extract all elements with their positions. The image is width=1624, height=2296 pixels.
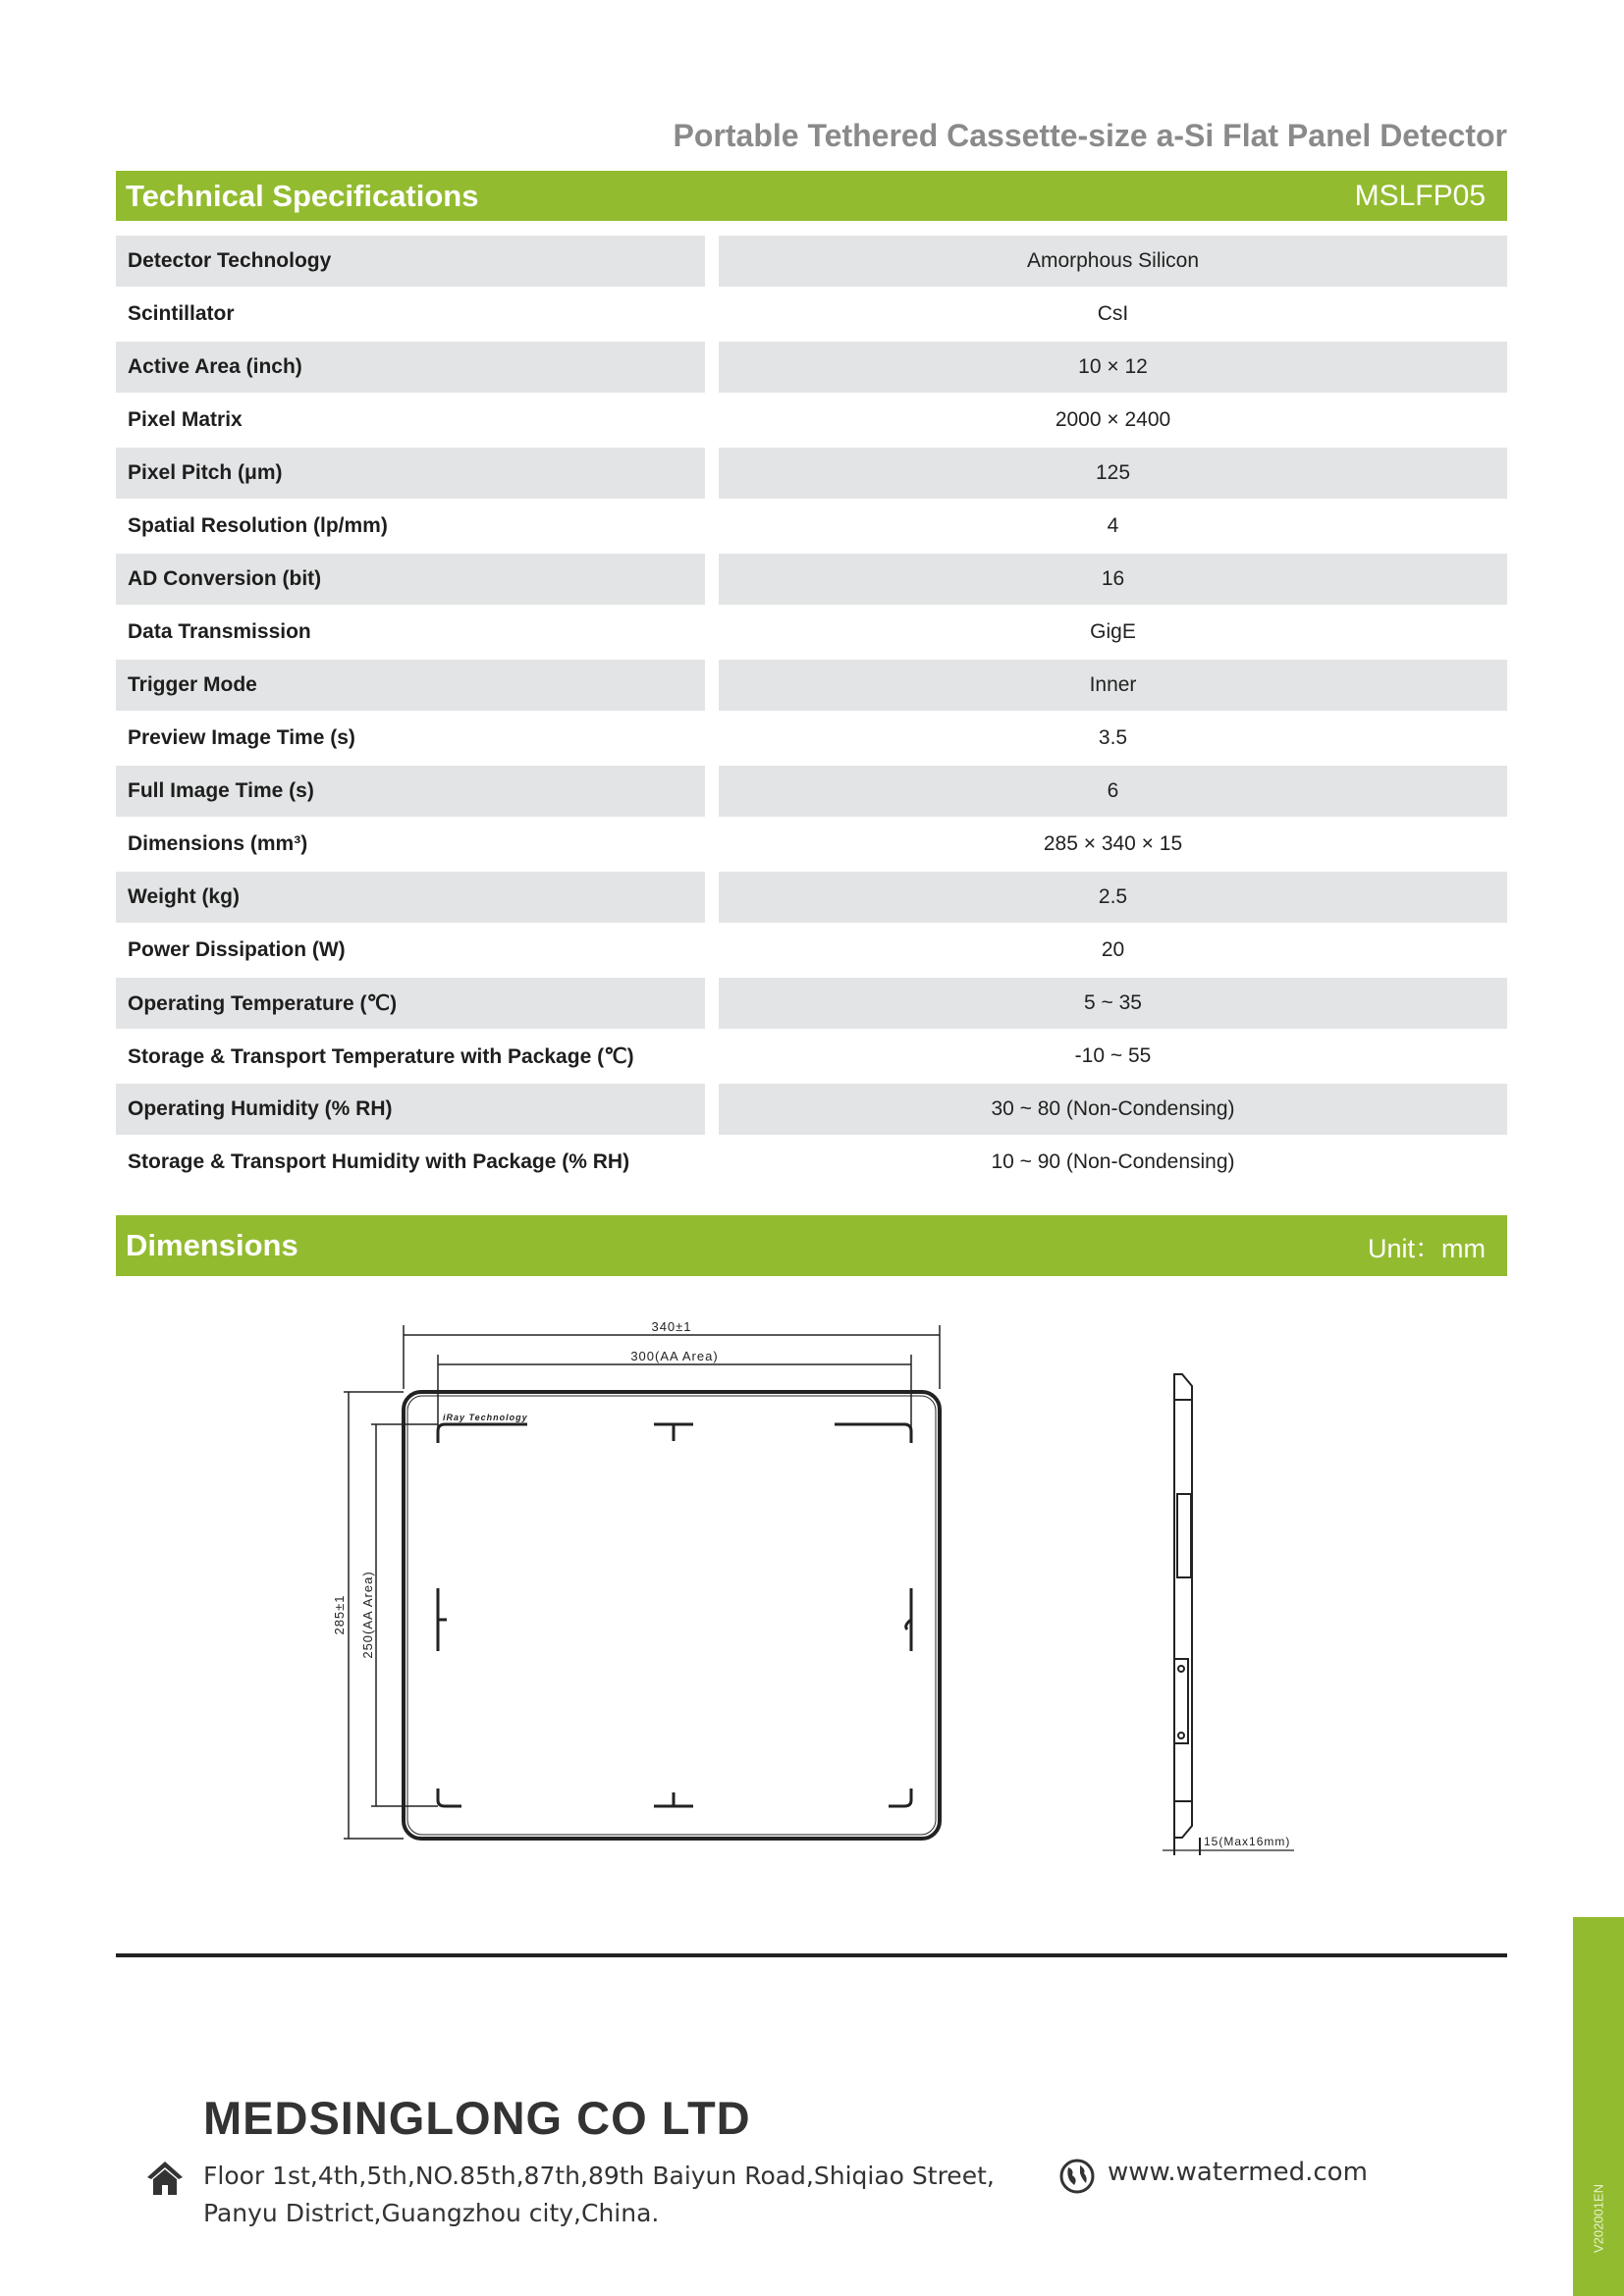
spec-label: Scintillator <box>128 302 235 325</box>
globe-icon <box>1058 2158 1096 2200</box>
spec-value: 30 ~ 80 (Non-Condensing) <box>719 1084 1507 1135</box>
address-line-1: Floor 1st,4th,5th,NO.85th,87th,89th Baiyun Road,Shiqiao Street, <box>203 2162 995 2190</box>
model-number: MSLFP05 <box>1354 179 1486 212</box>
spec-value: 10 ~ 90 (Non-Condensing) <box>991 1150 1235 1173</box>
spec-value: CsI <box>1097 302 1129 325</box>
spec-value: 3.5 <box>1098 726 1128 749</box>
width-total-label: 340±1 <box>651 1319 692 1334</box>
unit-label: Unit：mm <box>1368 1233 1486 1263</box>
spec-label: Trigger Mode <box>116 660 705 711</box>
spec-label: Active Area (inch) <box>116 342 705 393</box>
address-line-2: Panyu District,Guangzhou city,China. <box>203 2199 660 2227</box>
spec-value: 6 <box>719 766 1507 817</box>
spec-label: Operating Temperature (℃) <box>116 978 705 1029</box>
spec-label: Full Image Time (s) <box>116 766 705 817</box>
spec-value: 2.5 <box>719 872 1507 923</box>
spec-value: Amorphous Silicon <box>719 236 1507 287</box>
width-aa-label: 300(AA Area) <box>630 1349 719 1363</box>
spec-value: 20 <box>1101 938 1125 961</box>
iray-logo: iRay Technology <box>443 1413 528 1422</box>
spec-value: 4 <box>1107 514 1119 537</box>
height-aa-label: 250(AA Area) <box>360 1571 375 1659</box>
spec-label: Operating Humidity (% RH) <box>116 1084 705 1135</box>
spec-value: 10 × 12 <box>719 342 1507 393</box>
footer-divider <box>116 1953 1507 1957</box>
dimensions-section-title: Dimensions <box>126 1228 298 1262</box>
spec-label: Detector Technology <box>116 236 705 287</box>
spec-label: Dimensions (mm³) <box>128 832 308 855</box>
detector-side-view <box>1163 1374 1294 1855</box>
spec-value: 125 <box>719 448 1507 499</box>
company-name: MEDSINGLONG CO LTD <box>203 2092 751 2144</box>
spec-label: Storage & Transport Humidity with Package (% RH) <box>128 1150 630 1173</box>
spec-label: Storage & Transport Temperature with Package (℃) <box>128 1044 634 1068</box>
home-icon <box>145 2160 185 2200</box>
height-total-label: 285±1 <box>332 1594 347 1635</box>
spec-value: Inner <box>719 660 1507 711</box>
detector-front-outline <box>404 1392 940 1839</box>
spec-value: 16 <box>719 554 1507 605</box>
spec-label: Pixel Pitch (μm) <box>116 448 705 499</box>
spec-label: Weight (kg) <box>116 872 705 923</box>
spec-value: -10 ~ 55 <box>1074 1044 1152 1067</box>
document-title: Portable Tethered Cassette-size a-Si Flat Panel Detector <box>673 118 1507 153</box>
spec-value: 5 ~ 35 <box>719 978 1507 1029</box>
spec-value: 2000 × 2400 <box>1055 408 1171 431</box>
spec-value: GigE <box>1090 620 1136 643</box>
spec-label: Spatial Resolution (lp/mm) <box>128 514 388 537</box>
spec-label: AD Conversion (bit) <box>116 554 705 605</box>
version-code: V202001EN <box>1591 2183 1606 2254</box>
company-address <box>203 2158 995 2232</box>
specs-section-title: Technical Specifications <box>126 178 479 213</box>
spec-label: Preview Image Time (s) <box>128 726 355 749</box>
spec-label: Pixel Matrix <box>128 408 243 431</box>
website-link[interactable]: www.watermed.com <box>1108 2158 1368 2187</box>
spec-value: 285 × 340 × 15 <box>1043 832 1183 855</box>
thickness-label: 15(Max16mm) <box>1204 1835 1291 1848</box>
spec-label: Data Transmission <box>128 620 311 643</box>
spec-label: Power Dissipation (W) <box>128 938 346 961</box>
